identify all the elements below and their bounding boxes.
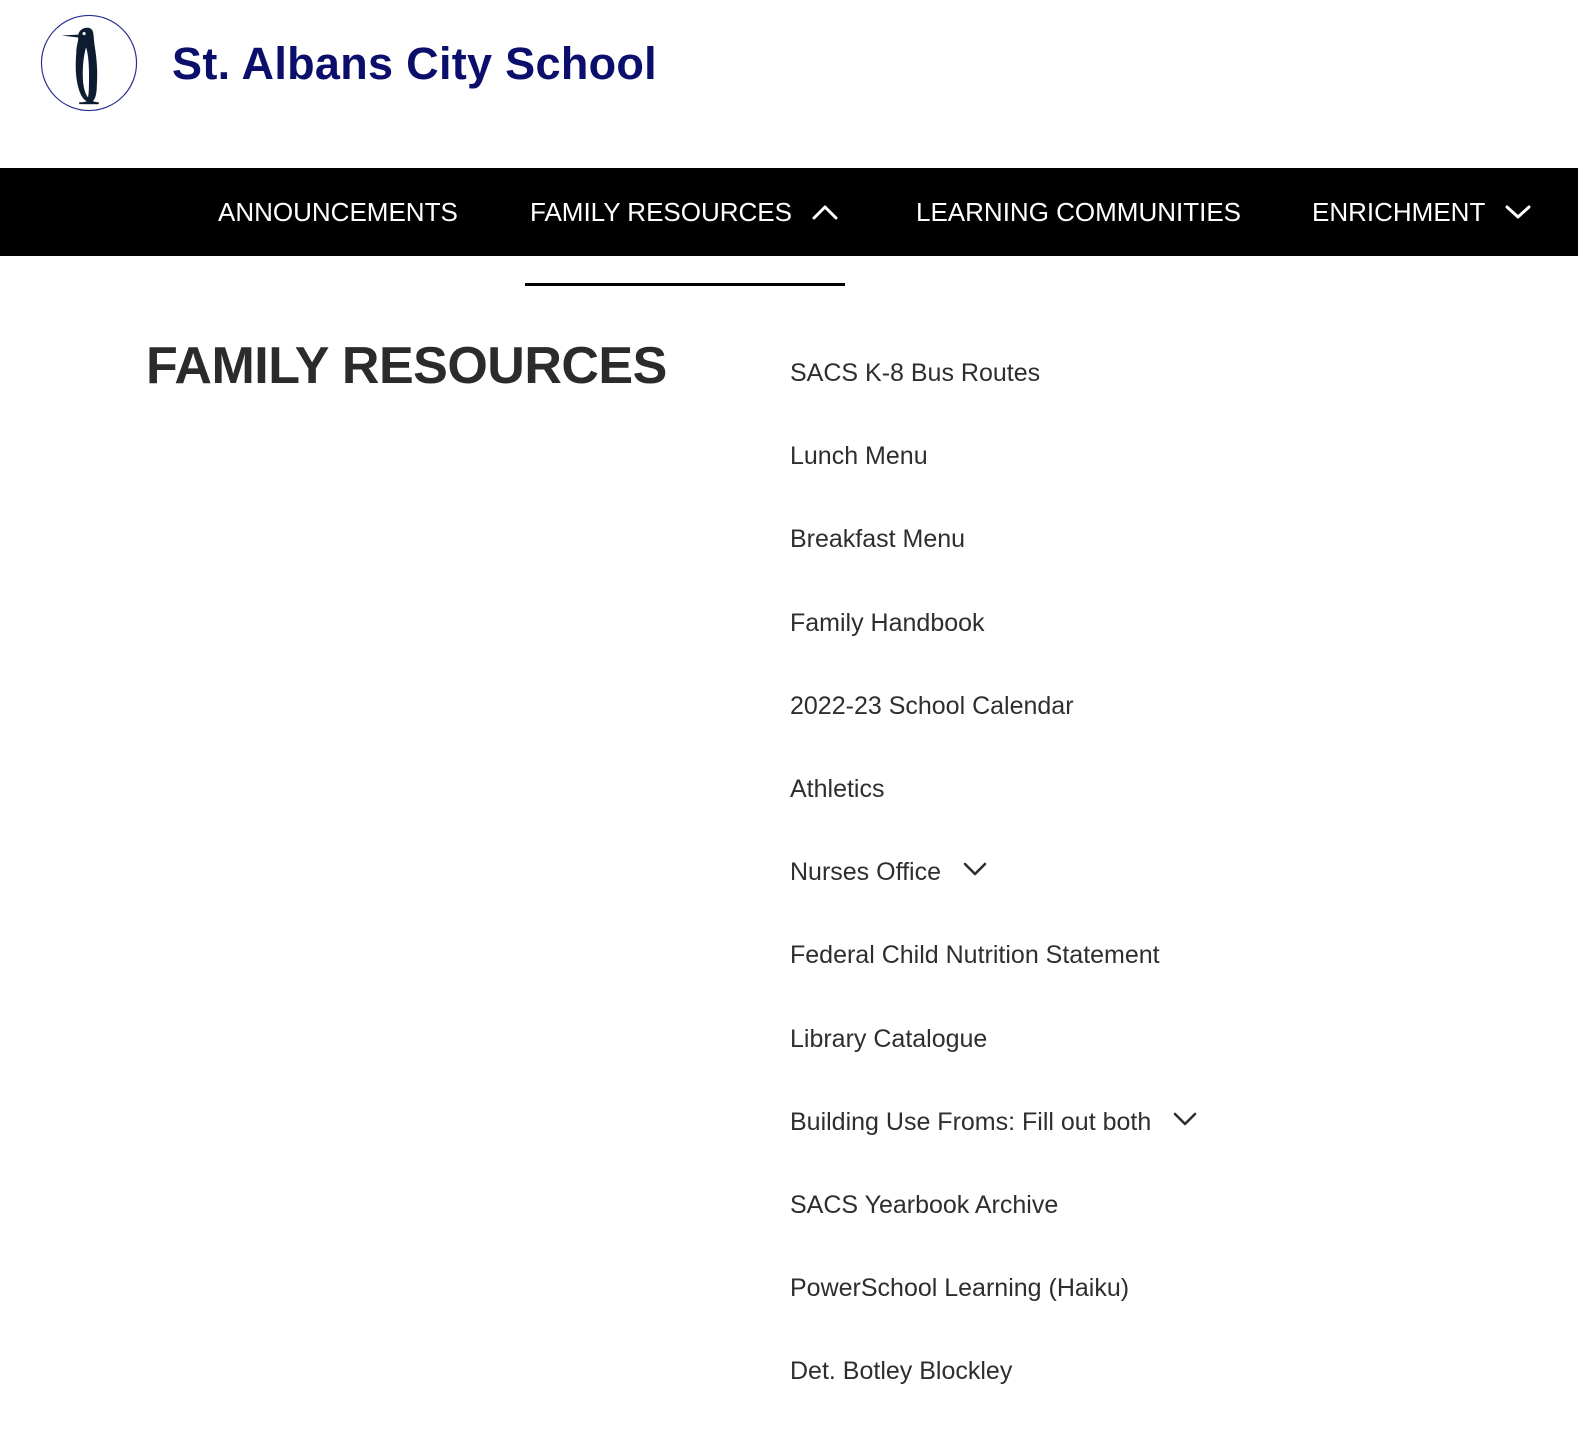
dropdown-link-library-catalogue[interactable] xyxy=(790,1011,1490,1094)
dropdown-link-breakfast-menu[interactable] xyxy=(790,511,1490,594)
link-label: Lunch Menu xyxy=(790,442,928,471)
dropdown-link-det-botley-blockley[interactable] xyxy=(790,1343,1490,1426)
link-label: Athletics xyxy=(790,774,885,803)
link-label: Family Handbook xyxy=(790,608,985,637)
nav-item-label: LEARNING COMMUNITIES xyxy=(916,196,1242,227)
link-label: SACS Yearbook Archive xyxy=(790,1190,1059,1219)
dropdown-link-powerschool-learning[interactable] xyxy=(790,1260,1490,1343)
link-label: Federal Child Nutrition Statement xyxy=(790,941,1160,970)
dropdown-link-building-use-forms[interactable] xyxy=(790,1094,1490,1177)
dropdown-link-bus-routes[interactable] xyxy=(790,345,1490,428)
penguin-logo-icon[interactable] xyxy=(40,14,138,112)
nav-item-label: ANNOUNCEMENTS xyxy=(218,196,458,227)
dropdown-heading: FAMILY RESOURCES xyxy=(146,337,667,395)
active-nav-indicator xyxy=(525,283,845,286)
dropdown-link-nurses-office[interactable] xyxy=(790,844,1490,927)
chevron-down-icon[interactable] xyxy=(1173,1112,1197,1126)
link-label: PowerSchool Learning (Haiku) xyxy=(790,1274,1130,1303)
link-label: SACS K-8 Bus Routes xyxy=(790,359,1041,387)
nav-item-label: ENRICHMENT xyxy=(1312,196,1486,227)
link-label: 2022-23 School Calendar xyxy=(790,691,1074,720)
dropdown-link-family-handbook[interactable] xyxy=(790,595,1490,678)
link-label: Det. Botley Blockley xyxy=(790,1357,1013,1386)
main-nav xyxy=(0,168,1578,256)
chevron-down-icon[interactable] xyxy=(963,862,987,876)
dropdown-link-list xyxy=(790,345,1490,1426)
chevron-down-icon[interactable] xyxy=(1505,204,1531,220)
link-label: Breakfast Menu xyxy=(790,525,966,554)
nav-item-family-resources[interactable] xyxy=(530,168,838,256)
site-title[interactable]: St. Albans City School xyxy=(172,38,657,89)
nav-item-enrichment[interactable] xyxy=(1312,168,1531,256)
chevron-up-icon[interactable] xyxy=(812,204,838,220)
link-label: Library Catalogue xyxy=(790,1024,988,1053)
link-label: Building Use Froms: Fill out both xyxy=(790,1107,1152,1136)
dropdown-link-school-calendar[interactable] xyxy=(790,678,1490,761)
dropdown-link-athletics[interactable] xyxy=(790,761,1490,844)
site-header xyxy=(0,0,1578,168)
link-label: Nurses Office xyxy=(790,858,941,887)
nav-item-learning-communities[interactable] xyxy=(916,168,1241,256)
dropdown-link-yearbook-archive[interactable] xyxy=(790,1177,1490,1260)
dropdown-link-lunch-menu[interactable] xyxy=(790,428,1490,511)
nav-item-label: FAMILY RESOURCES xyxy=(530,196,792,227)
dropdown-link-nutrition-statement[interactable] xyxy=(790,927,1490,1010)
nav-item-announcements[interactable] xyxy=(218,168,458,256)
